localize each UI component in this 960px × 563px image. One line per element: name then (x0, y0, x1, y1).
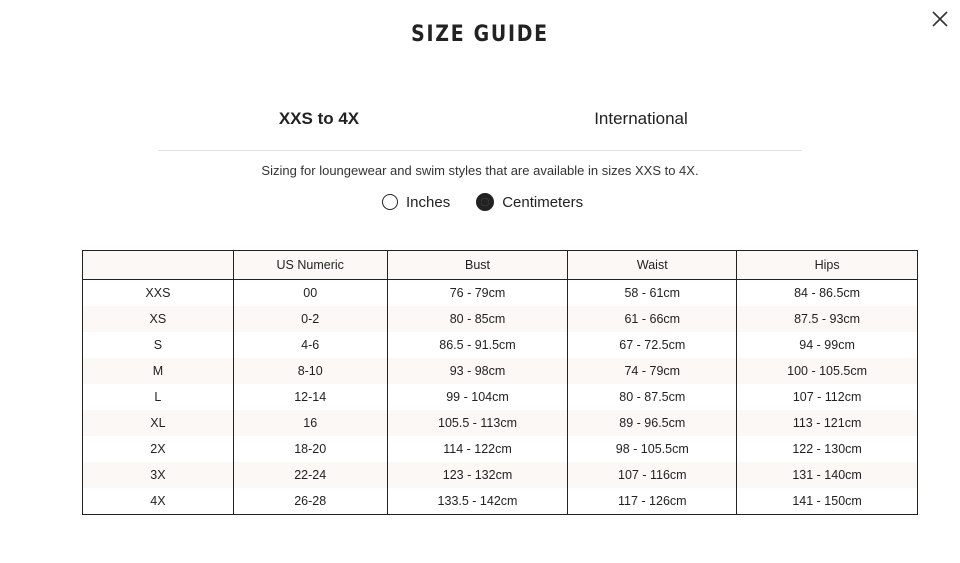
tab-xxs-to-4x[interactable]: XXS to 4X (278, 109, 360, 128)
hips-cell: 113 - 121cm (737, 410, 918, 436)
waist-cell: 58 - 61cm (568, 280, 737, 307)
hips-cell: 141 - 150cm (737, 488, 918, 515)
hips-cell: 131 - 140cm (737, 462, 918, 488)
hips-cell: 87.5 - 93cm (737, 306, 918, 332)
us-numeric-cell: 26-28 (233, 488, 387, 515)
waist-cell: 107 - 116cm (568, 462, 737, 488)
bust-cell: 99 - 104cm (387, 384, 568, 410)
table-row (83, 436, 918, 462)
size-cell: XL (83, 410, 234, 436)
size-cell: 3X (83, 462, 234, 488)
table-row (83, 280, 918, 307)
us-numeric-cell: 0-2 (233, 306, 387, 332)
table-row (83, 410, 918, 436)
tab-international[interactable]: International (594, 109, 688, 128)
close-icon (932, 11, 948, 27)
table-row (83, 488, 918, 515)
size-cell: 2X (83, 436, 234, 462)
us-numeric-cell: 18-20 (233, 436, 387, 462)
waist-cell: 89 - 96.5cm (568, 410, 737, 436)
close-button[interactable] (928, 7, 952, 31)
us-numeric-cell: 00 (233, 280, 387, 307)
bust-cell: 123 - 132cm (387, 462, 568, 488)
us-numeric-cell: 22-24 (233, 462, 387, 488)
header-hips: Hips (737, 251, 918, 280)
hips-cell: 94 - 99cm (737, 332, 918, 358)
waist-cell: 80 - 87.5cm (568, 384, 737, 410)
us-numeric-cell: 16 (233, 410, 387, 436)
size-cell: S (83, 332, 234, 358)
table-row (83, 306, 918, 332)
waist-cell: 98 - 105.5cm (568, 436, 737, 462)
table-row (83, 384, 918, 410)
hips-cell: 100 - 105.5cm (737, 358, 918, 384)
size-cell: M (83, 358, 234, 384)
us-numeric-cell: 4-6 (233, 332, 387, 358)
bust-cell: 93 - 98cm (387, 358, 568, 384)
waist-cell: 74 - 79cm (568, 358, 737, 384)
size-cell: XXS (83, 280, 234, 307)
table-header-row (83, 251, 918, 280)
bust-cell: 114 - 122cm (387, 436, 568, 462)
size-table (82, 250, 918, 515)
table-row (83, 332, 918, 358)
centimeters-option[interactable] (476, 193, 583, 211)
hips-cell: 122 - 130cm (737, 436, 918, 462)
inches-radio[interactable] (382, 194, 398, 210)
size-cell: XS (83, 306, 234, 332)
centimeters-label: Centimeters (502, 193, 584, 211)
inches-option[interactable] (382, 194, 450, 211)
table-row (83, 462, 918, 488)
page-title: SIZE GUIDE (411, 22, 549, 47)
header-bust: Bust (387, 251, 568, 280)
waist-cell: 67 - 72.5cm (568, 332, 737, 358)
unit-selector (382, 193, 609, 211)
bust-cell: 133.5 - 142cm (387, 488, 568, 515)
bust-cell: 76 - 79cm (387, 280, 568, 307)
size-description: Sizing for loungewear and swim styles that are available in sizes XXS to 4X. (261, 163, 699, 178)
inches-label: Inches (406, 193, 451, 211)
header-waist: Waist (568, 251, 737, 280)
size-cell: L (83, 384, 234, 410)
bust-cell: 105.5 - 113cm (387, 410, 568, 436)
table-row (83, 358, 918, 384)
bust-cell: 86.5 - 91.5cm (387, 332, 568, 358)
us-numeric-cell: 8-10 (233, 358, 387, 384)
waist-cell: 61 - 66cm (568, 306, 737, 332)
hips-cell: 107 - 112cm (737, 384, 918, 410)
hips-cell: 84 - 86.5cm (737, 280, 918, 307)
us-numeric-cell: 12-14 (233, 384, 387, 410)
header-us-numeric: US Numeric (233, 251, 387, 280)
size-tabs (158, 104, 802, 151)
waist-cell: 117 - 126cm (568, 488, 737, 515)
header-size (83, 251, 234, 280)
size-cell: 4X (83, 488, 234, 515)
bust-cell: 80 - 85cm (387, 306, 568, 332)
centimeters-radio[interactable] (476, 193, 494, 211)
